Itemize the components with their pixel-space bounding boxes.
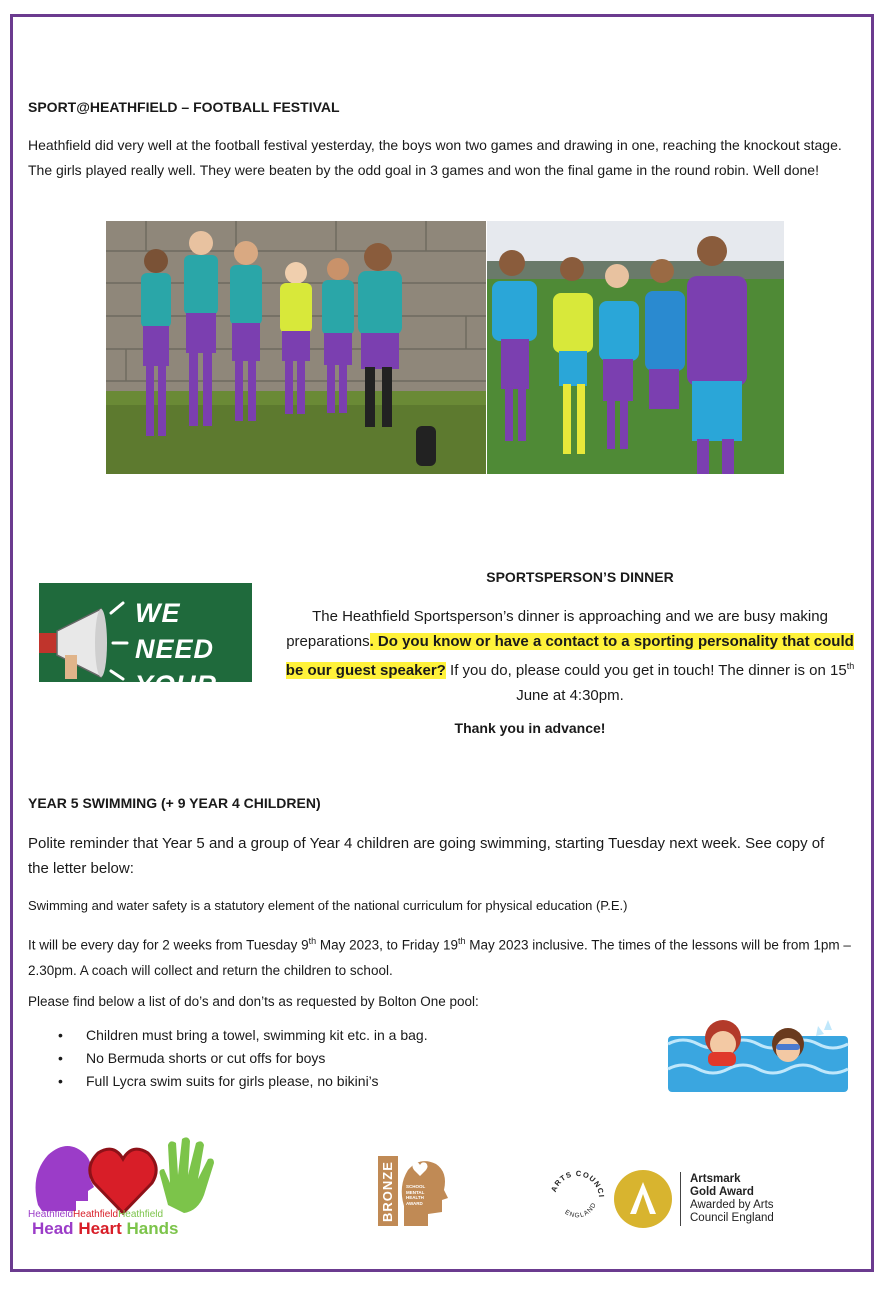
head-label: Head [32, 1219, 74, 1238]
artsmark-awarded-by: Awarded by Arts [690, 1199, 774, 1211]
head-icon [36, 1146, 94, 1211]
dinner-text [280, 604, 860, 708]
artsmark-a-icon [614, 1170, 672, 1228]
hands-small-label: Heathfield [118, 1209, 164, 1220]
artsmark-text-block [690, 1173, 774, 1225]
swimming-dates-sup2: th [457, 936, 466, 946]
heart-small-label: Heathfield [73, 1209, 119, 1220]
boys-team-photo [106, 221, 486, 474]
dinner-text-after: If you do, please could you get in touch! The dinner is on 15 [445, 662, 847, 679]
girls-team-photo [487, 221, 784, 474]
help-sign-line2: YOUR HELP! [135, 670, 221, 736]
head-heart-hands-logo [28, 1135, 218, 1247]
heart-label: Heart [78, 1219, 122, 1238]
dinner-text-before: The Heathfield Sportsperson’s dinner is approaching and we are busy making preparations [286, 608, 828, 650]
bronze-mental-health-award-logo [378, 1156, 448, 1226]
hands-label: Hands [126, 1219, 179, 1238]
we-need-your-help-sign [39, 583, 252, 736]
dinner-thanks: Thank you in advance! [454, 720, 606, 736]
swimming-heading: YEAR 5 SWIMMING (+ 9 YEAR 4 CHILDREN) [28, 795, 321, 811]
list-item: • Children must bring a towel, swimming kit etc. in a bag. [28, 1024, 628, 1047]
head-small-label: Heathfield [28, 1209, 74, 1220]
swimming-dates-3: May 2023 inclusive. The times of the lessons will be from 1pm – 2.30pm. A coach will collect and return the children to school. [28, 937, 851, 978]
arts-council-england-logo [547, 1168, 607, 1228]
swimming-dates [28, 929, 858, 983]
artsmark-gold-circle [614, 1170, 672, 1228]
swimming-children-illustration [668, 1014, 848, 1092]
bronze-award-text: SCHOOL MENTAL HEALTH AWARD [406, 1184, 426, 1206]
bronze-label: BRONZE [380, 1161, 395, 1222]
swimming-list-intro: Please find below a list of do’s and don’ts as requested by Bolton One pool: [28, 994, 479, 1009]
artsmark-award: Gold Award [690, 1186, 754, 1198]
list-item: • No Bermuda shorts or cut offs for boys [28, 1047, 628, 1070]
swimming-statutory: Swimming and water safety is a statutory element of the national curriculum for physical education (P.E.) [28, 898, 628, 913]
swimming-dates-2: May 2023, to Friday 19 [316, 937, 458, 953]
help-sign-line1: WE NEED [135, 598, 215, 664]
svg-text:ARTS COUNCIL [547, 1168, 606, 1198]
hand-icon [160, 1137, 215, 1213]
football-text: Heathfield did very well at the football festival yesterday, the boys won two games and drawing in one, reaching the knockout stage. The girls played really well. They were beaten by the odd goal in 3 games and won the final game in the round robin. Well done! [28, 137, 842, 178]
dinner-highlight: . Do you know or have a contact to a sporting personality that could be our guest speaker? [285, 633, 854, 679]
artsmark-divider [680, 1172, 681, 1226]
heart-icon [90, 1149, 156, 1213]
svg-text:ENGLAND [563, 1201, 598, 1219]
dinner-date-sup: th [846, 661, 855, 671]
swimming-rules-list [28, 1024, 628, 1093]
artsmark-awarded-by-2: Council England [690, 1212, 774, 1224]
arts-council-circle-icon [547, 1168, 607, 1228]
swimming-dates-1: It will be every day for 2 weeks from Tuesday 9 [28, 937, 309, 953]
dinner-heading: SPORTSPERSON’S DINNER [486, 569, 674, 585]
arts-council-bottom-text: ENGLAND [563, 1201, 599, 1220]
football-heading: SPORT@HEATHFIELD – FOOTBALL FESTIVAL [28, 99, 340, 115]
dinner-text-end: June at 4:30pm. [516, 687, 624, 704]
swimming-dates-sup1: th [308, 936, 317, 946]
swimming-reminder: Polite reminder that Year 5 and a group of Year 4 children are going swimming, starting Tuesday next week. See copy of the letter below: [28, 835, 825, 877]
list-item: • Full Lycra swim suits for girls please, no bikini’s [28, 1070, 628, 1093]
artsmark-title: Artsmark [690, 1173, 741, 1185]
arts-council-top-text: ARTS COUNCI [549, 1168, 607, 1199]
